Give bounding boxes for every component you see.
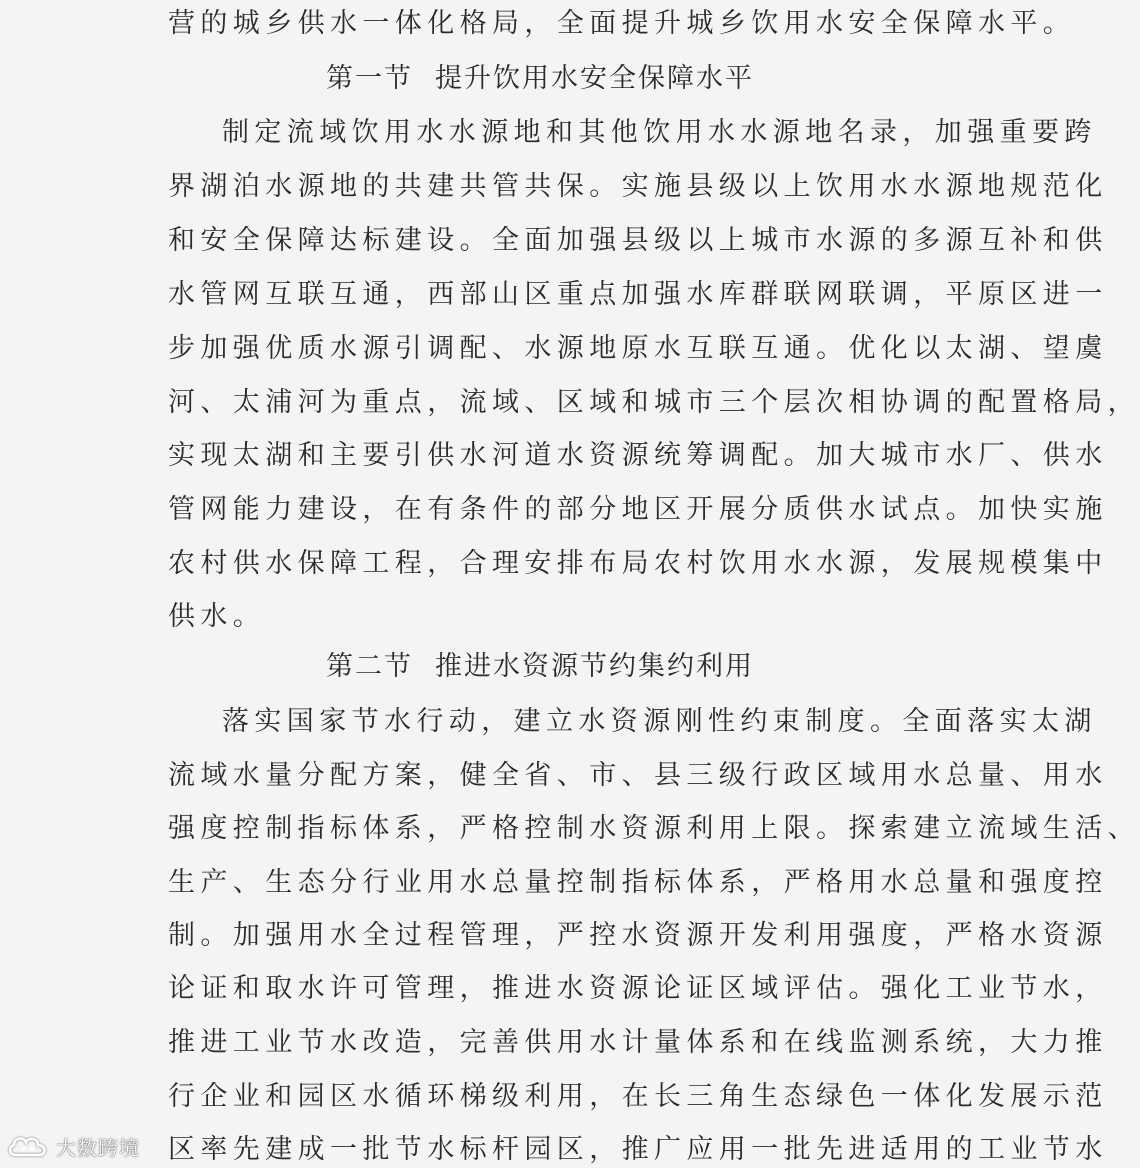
- section-2-line: 落实国家节水行动，建立水资源刚性约束制度。全面落实太湖: [222, 706, 1097, 737]
- section-1-line: 步加强优质水源引调配、水源地原水互联互通。优化以太湖、望虞: [168, 333, 1108, 364]
- section-2-heading: [0, 649, 1080, 685]
- section-2-line: 生产、生态分行业用水总量控制指标体系，严格用水总量和强度控: [168, 867, 1108, 898]
- section-1-line: 农村供水保障工程，合理安排布局农村饮用水水源，发展规模集中: [168, 548, 1108, 579]
- section-2-line: 区率先建成一批节水标杆园区，推广应用一批先进适用的工业节水: [168, 1134, 1108, 1165]
- section-1-line: 河、太浦河为重点，流域、区域和城市三个层次相协调的配置格局，: [168, 387, 1140, 418]
- section-1-heading: [0, 61, 1080, 97]
- section-1-line: 实现太湖和主要引供水河道水资源统筹调配。加大城市水厂、供水: [168, 440, 1108, 471]
- section-2-line: 行企业和园区水循环梯级利用，在长三角生态绿色一体化发展示范: [168, 1081, 1108, 1112]
- section-1-title: 提升饮用水安全保障水平: [435, 63, 754, 94]
- section-2-line: 流域水量分配方案，健全省、市、县三级行政区域用水总量、用水: [168, 760, 1108, 791]
- intro-line: 营的城乡供水一体化格局，全面提升城乡饮用水安全保障水平。: [168, 8, 1076, 39]
- section-1-number: 第一节: [326, 63, 413, 94]
- watermark: [6, 1131, 140, 1161]
- section-1-line: 制定流域饮用水水源地和其他饮用水水源地名录，加强重要跨: [222, 117, 1097, 148]
- section-2-line: 强度控制指标体系，严格控制水资源利用上限。探索建立流域生活、: [168, 813, 1140, 844]
- section-2-number: 第二节: [326, 651, 413, 682]
- section-1-line: 水管网互联互通，西部山区重点加强水库群联网联调，平原区进一: [168, 279, 1108, 310]
- section-2-line: 推进工业节水改造，完善供用水计量体系和在线监测系统，大力推: [168, 1027, 1108, 1058]
- watermark-text: 大数跨境: [56, 1135, 140, 1160]
- section-1-line: 供水。: [168, 601, 266, 632]
- section-1-line: 和安全保障达标建设。全面加强县级以上城市水源的多源互补和供: [168, 225, 1108, 256]
- section-1-line: 管网能力建设，在有条件的部分地区开展分质供水试点。加快实施: [168, 494, 1108, 525]
- section-2-title: 推进水资源节约集约利用: [435, 651, 754, 682]
- section-2-line: 论证和取水许可管理，推进水资源论证区域评估。强化工业节水，: [168, 973, 1108, 1004]
- section-1-line: 界湖泊水源地的共建共管共保。实施县级以上饮用水水源地规范化: [168, 171, 1108, 202]
- cloud-logo-icon: [6, 1133, 50, 1159]
- section-2-line: 制。加强用水全过程管理，严控水资源开发利用强度，严格水资源: [168, 920, 1108, 951]
